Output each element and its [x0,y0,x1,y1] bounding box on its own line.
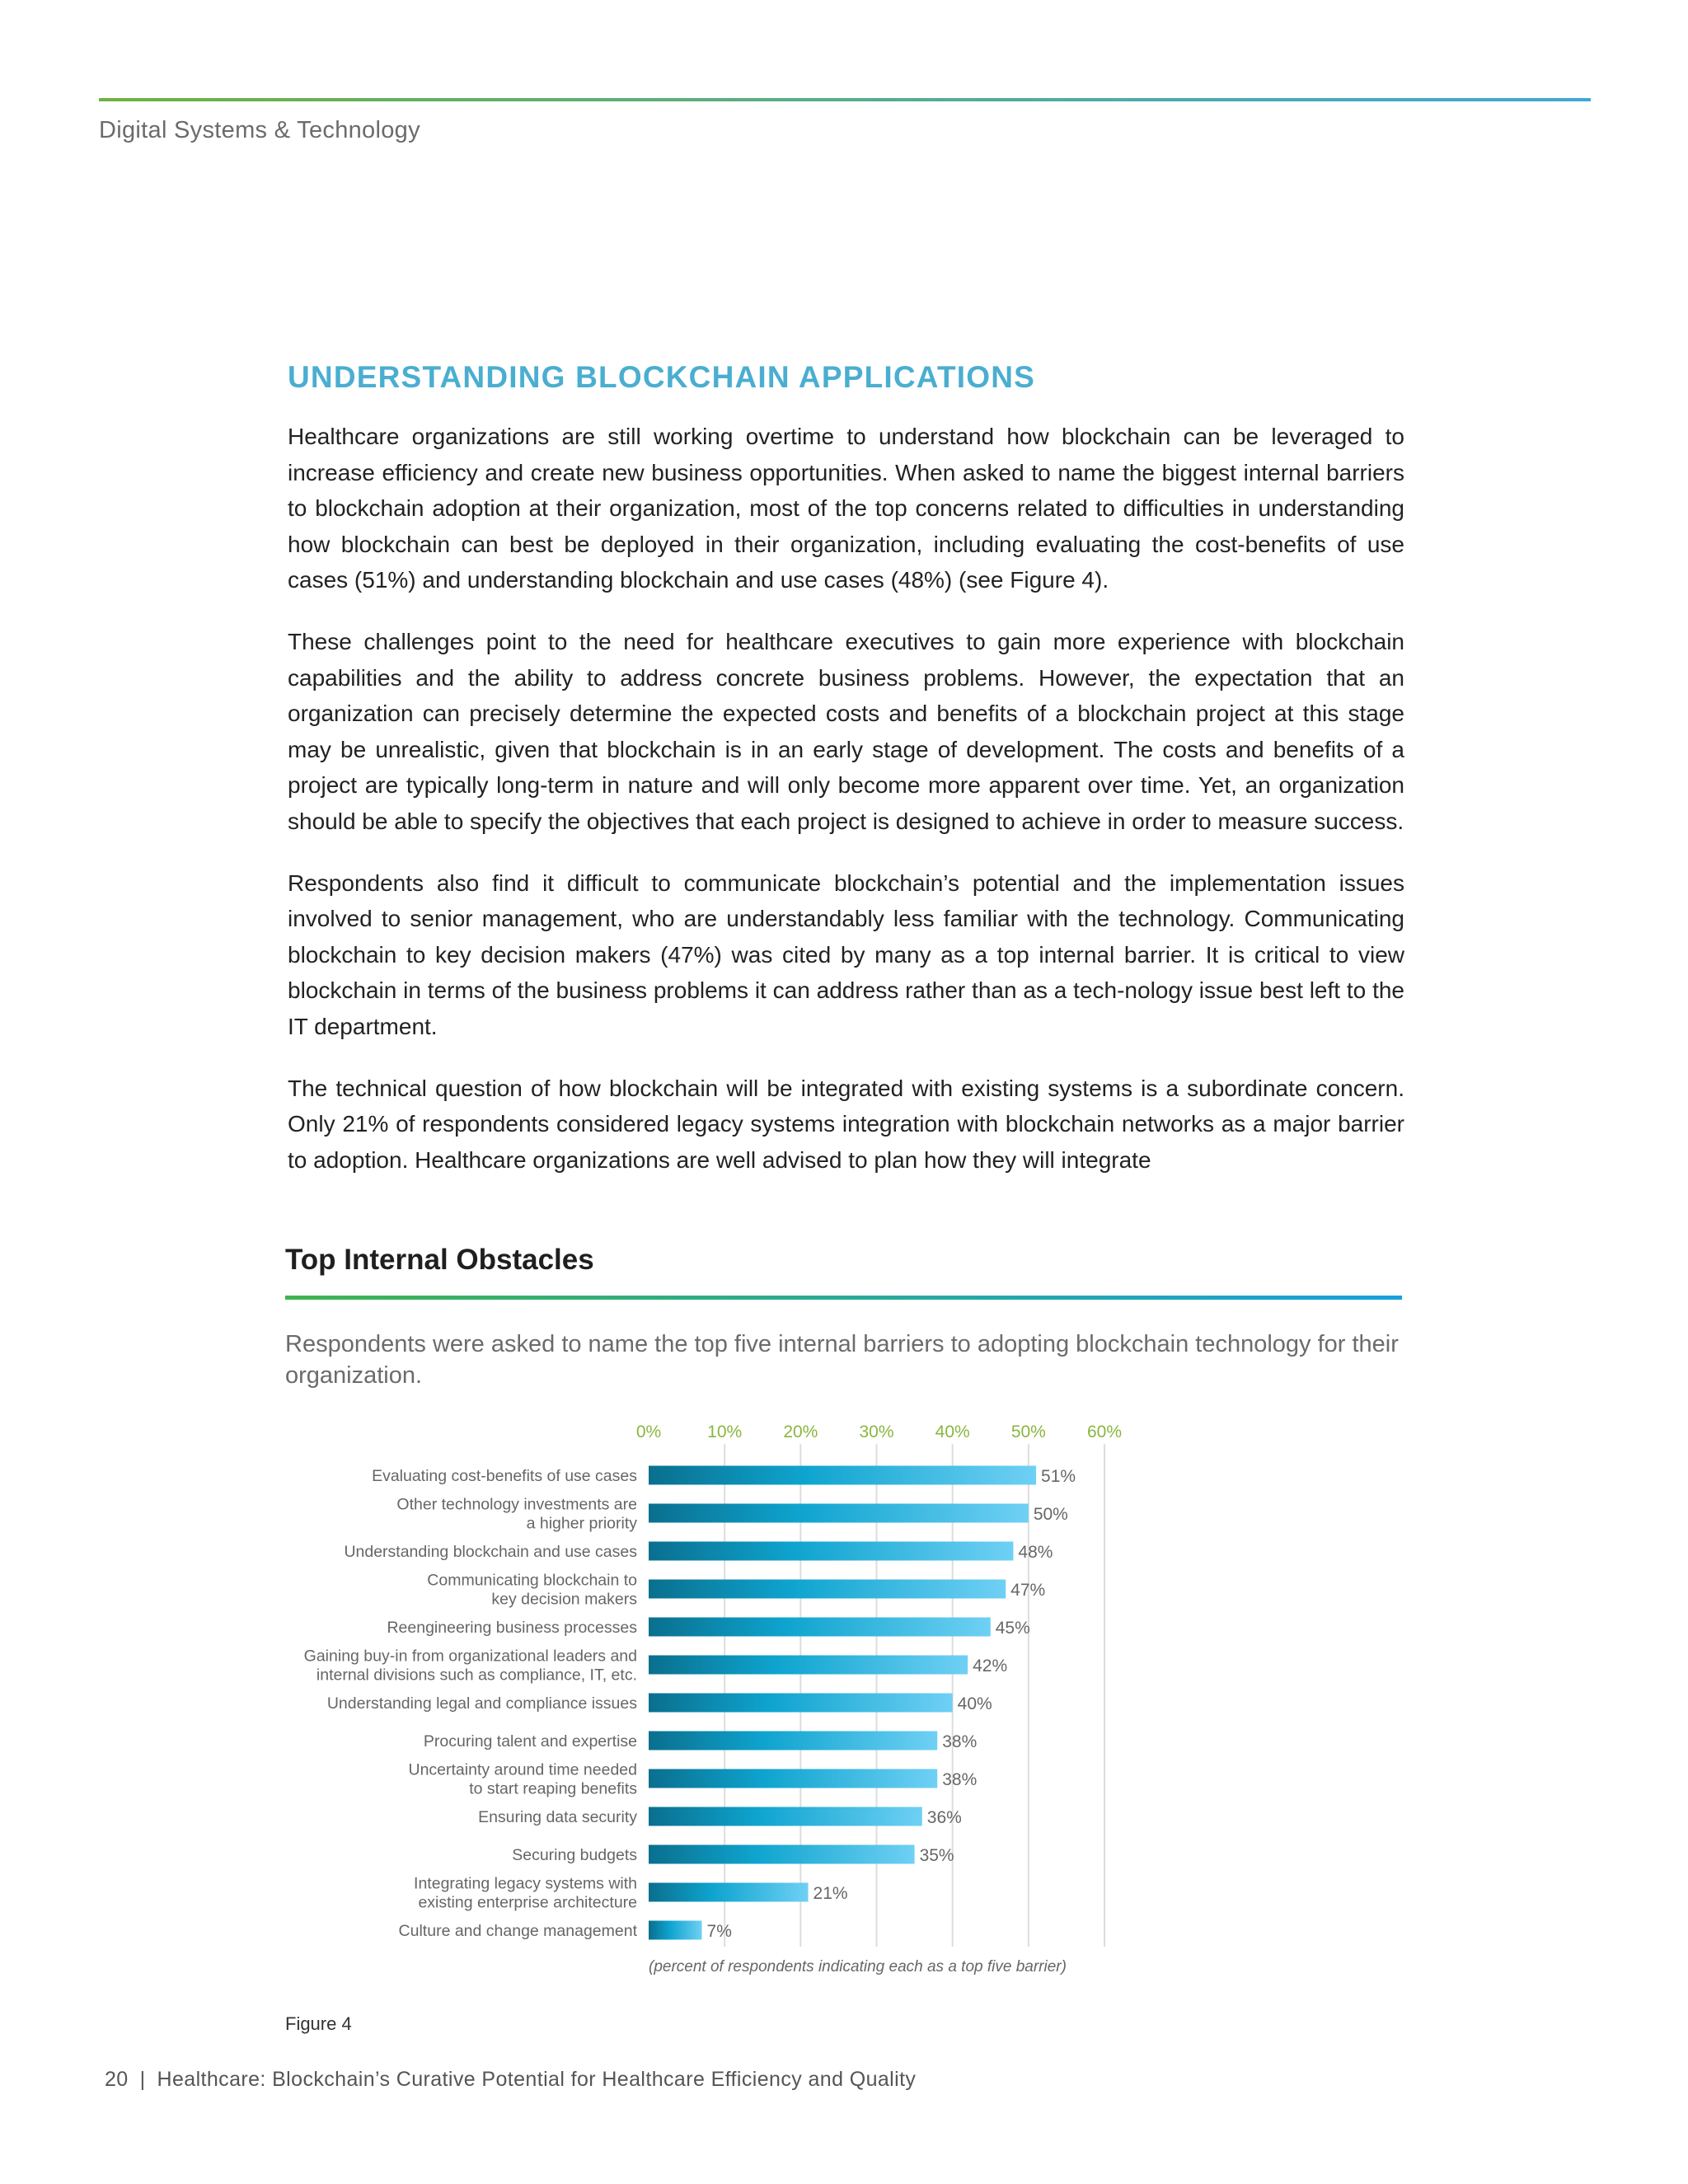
section-label: Digital Systems & Technology [99,117,420,143]
bar [649,1807,922,1826]
bar [649,1845,915,1864]
bar [649,1618,991,1637]
bar-value-label: 35% [919,1846,954,1865]
x-axis-label: (percent of respondents indicating each as a top five barrier) [649,1958,1067,1975]
chart-title: Top Internal Obstacles [285,1244,594,1276]
category-label: Ensuring data security [478,1808,637,1826]
category-label: Culture and change management [398,1922,637,1940]
paragraph-2: These challenges point to the need for healthcare executives to gain more experience with blockchain capabilities and the ability to address concrete business problems. However, the expectation that an organization can precisely determine the expected costs and benefits of a blockchain project at this stage may be unrealistic, given that blockchain is in an early stage of development. The costs and benefits of a project are typically long-term in nature and will only become more apparent over time. Yet, an organization should be able to specify the objectives that each project is designed to achieve in order to measure success. [288,628,1404,834]
paragraph-4: The technical question of how blockchain will be integrated with existing systems is a subordinate concern. Only 21% of respondents considered legacy systems integration with blockchain networks as a major barrier to adoption. Healthcare organizations are well advised to plan how they will integrate [288,1075,1404,1173]
bar [649,1921,702,1940]
bar [649,1732,937,1750]
bar-value-label: 47% [1010,1581,1046,1600]
bar-value-label: 40% [957,1694,992,1713]
x-tick-label: 20% [783,1422,818,1441]
bar-value-label: 21% [813,1884,848,1903]
x-tick-label: 40% [935,1422,970,1441]
figure-label: Figure 4 [285,2013,352,2034]
bar-value-label: 36% [926,1808,962,1827]
x-tick-label: 60% [1086,1422,1123,1441]
bar [649,1580,1006,1599]
bar-value-label: 50% [1033,1505,1068,1524]
bar [649,1694,953,1713]
bar-value-label: 7% [706,1922,732,1941]
x-tick-label: 50% [1010,1422,1046,1441]
category-label: Uncertainty around time needed to start reaping benefits [408,1760,637,1798]
bar [649,1504,1029,1523]
bar [649,1656,968,1675]
bar-value-label: 38% [942,1732,978,1751]
bar-value-label: 38% [942,1770,978,1789]
bar [649,1883,809,1902]
x-tick-label: 0% [635,1422,662,1441]
article-heading: UNDERSTANDING BLOCKCHAIN APPLICATIONS [288,360,1036,394]
x-tick-label: 10% [707,1422,743,1441]
chart-description: Respondents were asked to name the top five internal barriers to adopting blockchain technology for their organization. [285,1331,1399,1389]
category-label: Gaining buy-in from organizational leaders and internal divisions such as compliance, IT, etc. [303,1647,637,1685]
bar-value-label: 42% [973,1657,1008,1675]
bar [649,1466,1036,1485]
category-label: Understanding blockchain and use cases [344,1543,637,1561]
category-label: Procuring talent and expertise [423,1732,637,1750]
category-label: Evaluating cost-benefits of use cases [372,1467,637,1485]
category-label: Other technology investments are a higher priority [396,1495,637,1533]
category-label: Communicating blockchain to key decision makers [427,1571,637,1609]
bar [649,1769,937,1788]
x-tick-label: 30% [859,1422,894,1441]
paragraph-1: Healthcare organizations are still working overtime to understand how blockchain can be leveraged to increase efficiency and create new business opportunities. When asked to name the biggest internal barriers to blockchain adoption at their organization, most of the top concerns related to difficulties in understanding how blockchain can best be deployed in their organization, including evaluating the cost-benefits of use cases (51%) and understanding blockchain and use cases (48%) (see Figure 4). [288,424,1404,593]
paragraph-3: Respondents also find it difficult to communicate blockchain’s potential and the implementation issues involved to senior management, who are understandably less familiar with the technology. Communicating blockchain to key decision makers (47%) was cited by many as a top internal barrier. It is critical to view blockchain in terms of the business problems it can address rather than as a tech-nology issue best left to the IT department. [288,869,1404,1039]
bar-value-label: 51% [1041,1467,1076,1486]
bar-value-label: 48% [1018,1543,1053,1562]
category-label: Reengineering business processes [387,1619,637,1637]
category-label: Integrating legacy systems with existing enterprise architecture [414,1874,637,1912]
bar-value-label: 45% [995,1619,1030,1638]
bar [649,1542,1013,1561]
footer-separator: | [139,2068,146,2091]
page-number: 20 [105,2068,129,2091]
publication-title: Healthcare: Blockchain’s Curative Potential for Healthcare Efficiency and Quality [157,2068,917,2091]
category-label: Understanding legal and compliance issues [326,1694,637,1713]
page-footer [105,2068,916,2092]
category-label: Securing budgets [512,1846,637,1864]
